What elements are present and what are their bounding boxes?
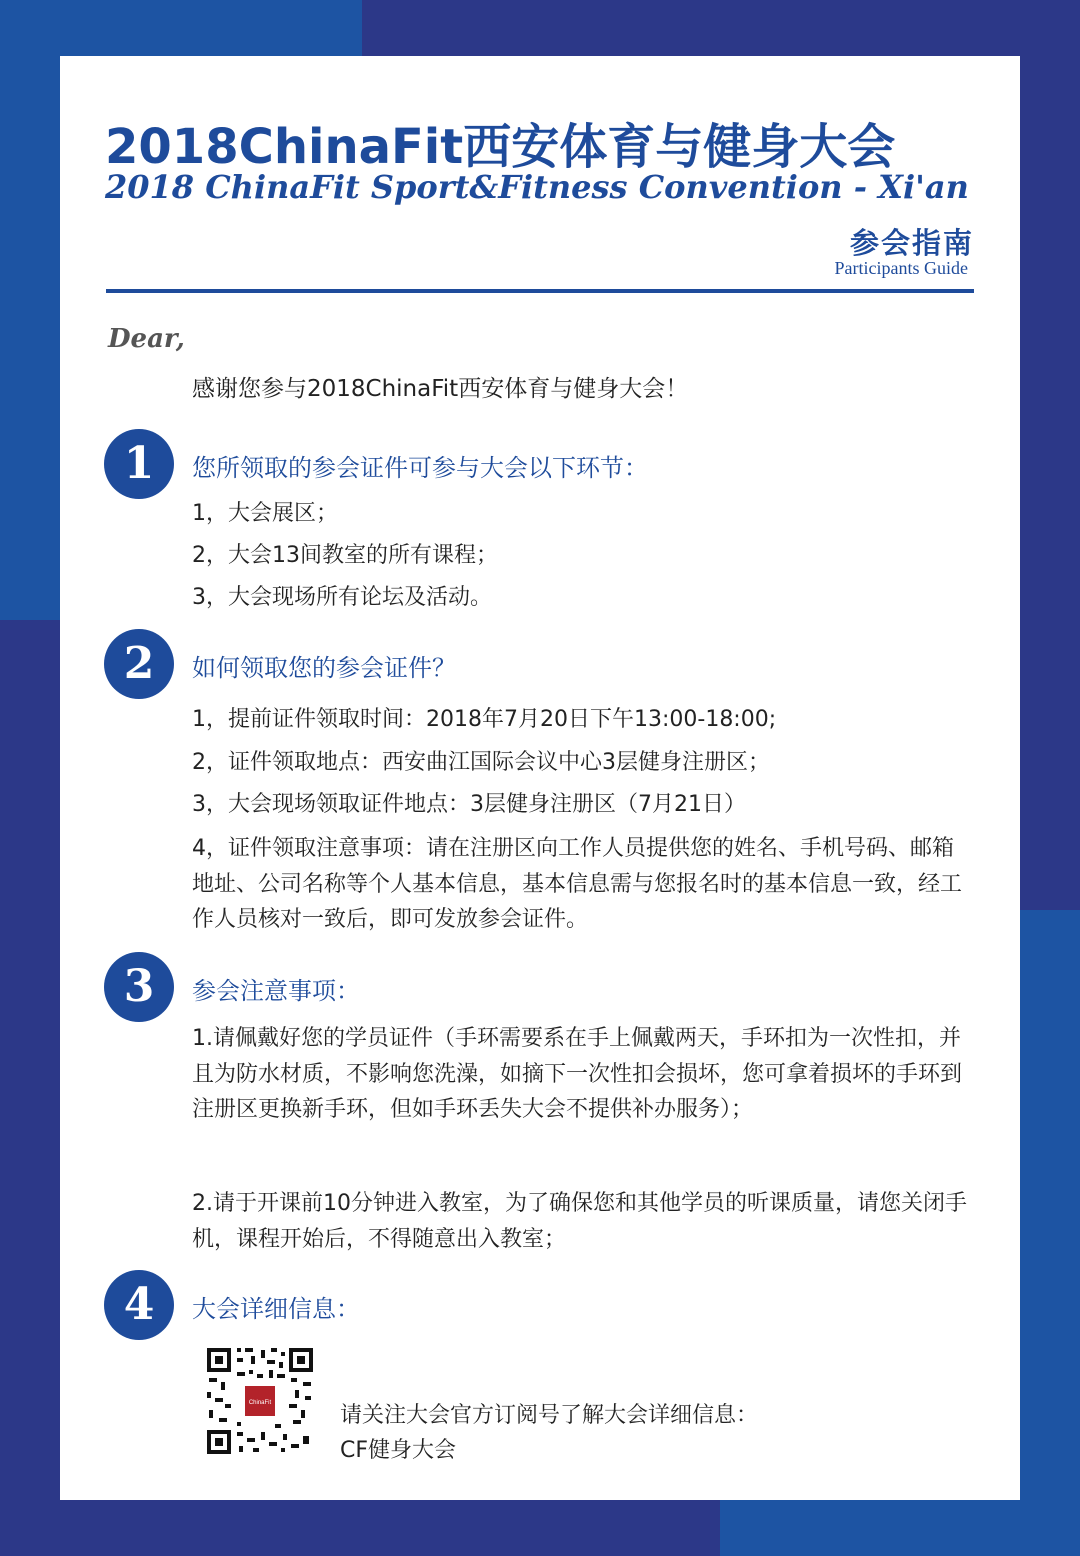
section-3-item-1: 1.请佩戴好您的学员证件（手环需要系在手上佩戴两天，手环扣为一次性扣，并且为防水材质，不影响您洗澡，如摘下一次性扣会损坏，您可拿着损坏的手环到注册区更换新手环，但如手环丢失大会不提供补办服务）；: [192, 1026, 963, 1122]
guide-label-english: Participants Guide: [834, 258, 968, 278]
guide-card: [60, 56, 1020, 1500]
guide-label-chinese: 参会指南: [849, 226, 974, 260]
section-2-item-2: 2，证件领取地点：西安曲江国际会议中心3层健身注册区；: [192, 750, 770, 775]
follow-account-instruction: 请关注大会官方订阅号了解大会详细信息：: [340, 1403, 759, 1428]
official-account-name: CF健身大会: [340, 1438, 457, 1463]
section-2-item-4: 4，证件领取注意事项：请在注册区向工作人员提供您的姓名、手机号码、邮箱地址、公司名称等个人基本信息，基本信息需与您报名时的基本信息一致，经工作人员核对一致后，即可发放参会证件。: [192, 836, 963, 932]
section-1-item-1: 1，大会展区；: [192, 501, 338, 526]
background-block-footer: [0, 1500, 720, 1556]
section-2-title: 如何领取您的参会证件？: [192, 654, 456, 682]
qr-logo-text: ChinaFit: [248, 1400, 272, 1406]
greeting-dear: Dear,: [108, 324, 185, 354]
section-4-number-badge: 4: [104, 1270, 174, 1340]
section-3-title: 参会注意事项：: [192, 977, 360, 1005]
title-chinese: 2018ChinaFit西安体育与健身大会: [105, 119, 896, 175]
title-english: 2018 ChinaFit Sport&Fitness Convention - Xi'an: [105, 168, 969, 206]
section-3-item-2: 2.请于开课前10分钟进入教室，为了确保您和其他学员的听课质量，请您关闭手机，课程开始后，不得随意出入教室；: [192, 1191, 967, 1252]
follow-account-note: [340, 1398, 758, 1468]
section-1-number-badge: 1: [104, 429, 174, 499]
section-1-item-2: 2，大会13间教室的所有课程；: [192, 543, 498, 568]
section-1-item-3: 3，大会现场所有论坛及活动。: [192, 585, 492, 610]
section-1-title: 您所领取的参会证件可参与大会以下环节：: [192, 454, 648, 482]
section-3-number-badge: 3: [104, 952, 174, 1022]
qr-code[interactable]: [205, 1346, 315, 1456]
section-2-number-badge: 2: [104, 629, 174, 699]
section-2-item-1: 1，提前证件领取时间：2018年7月20日下午13:00-18:00;: [192, 707, 777, 732]
section-2-item-3: 3，大会现场领取证件地点：3层健身注册区（7月21日）: [192, 792, 746, 817]
greeting-thanks: 感谢您参与2018ChinaFit西安体育与健身大会！: [192, 376, 689, 402]
header-divider: [106, 289, 974, 293]
section-4-title: 大会详细信息：: [192, 1295, 360, 1323]
